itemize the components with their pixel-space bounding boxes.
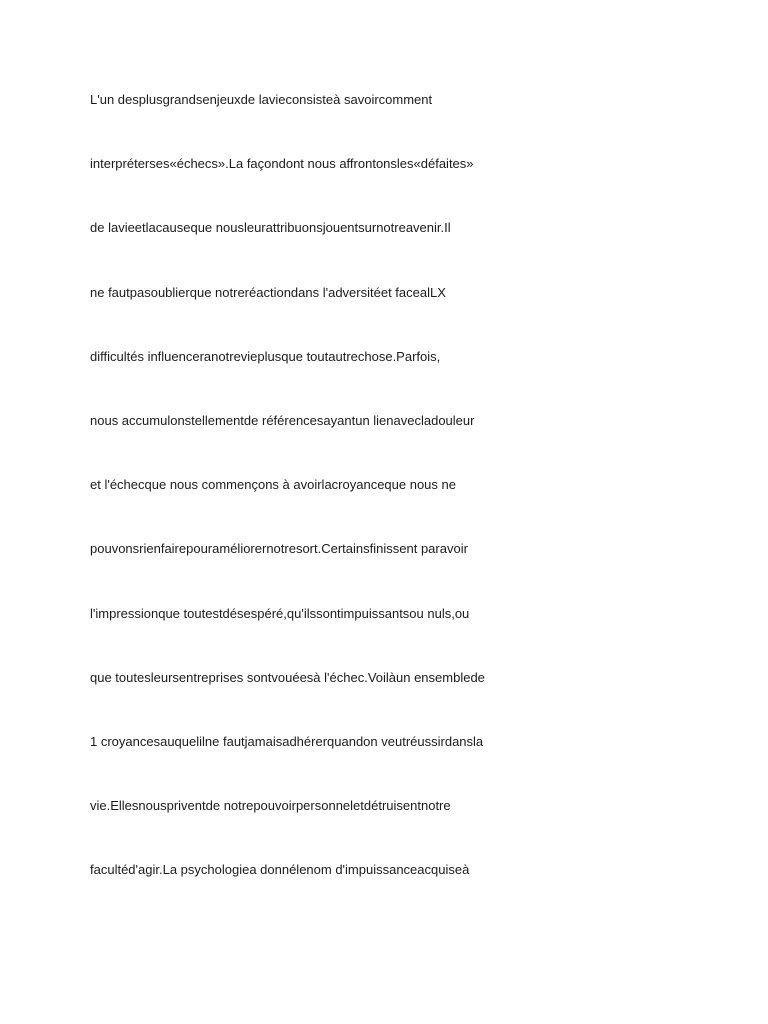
- text-line: nous accumulonstellementde référencesayantun lienavecladouleur: [90, 412, 475, 428]
- text-line: ne fautpasoublierque notreréactiondans l'adversitéet facealLX: [90, 284, 446, 300]
- text-line: facultéd'agir.La psychologiea donnélenom d'impuissanceacquiseà: [90, 862, 470, 878]
- body-text: [90, 91, 730, 925]
- text-line: vie.Ellesnouspriventde notrepouvoirpersonneletdétruisentnotre: [90, 798, 451, 814]
- text-line: et l'échecque nous commençons à avoirlacroyanceque nous ne: [90, 477, 456, 493]
- text-line: pouvonsrienfairepouraméliorernotresort.Certainsfinissent paravoir: [90, 541, 468, 557]
- text-line: 1 croyancesauquelilne fautjamaisadhérerquandon veutréussirdansla: [90, 733, 484, 749]
- text-line: que toutesleursentreprises sontvouéesà l'échec.Voilàun ensemblede: [90, 669, 485, 685]
- text-line: interpréterses«échecs».La façondont nous affrontonsles«défaites»: [90, 156, 474, 172]
- text-line: difficultés influenceranotrevieplusque toutautrechose.Parfois,: [90, 348, 441, 364]
- text-line: l'impressionque toutestdésespéré,qu'ilssontimpuissantsou nuls,ou: [90, 605, 470, 621]
- text-line: L'un desplusgrandsenjeuxde lavieconsisteà savoircomment: [90, 92, 433, 107]
- text-line: de lavieetlacauseque nousleurattribuonsjouentsurnotreavenir.Il: [90, 220, 451, 236]
